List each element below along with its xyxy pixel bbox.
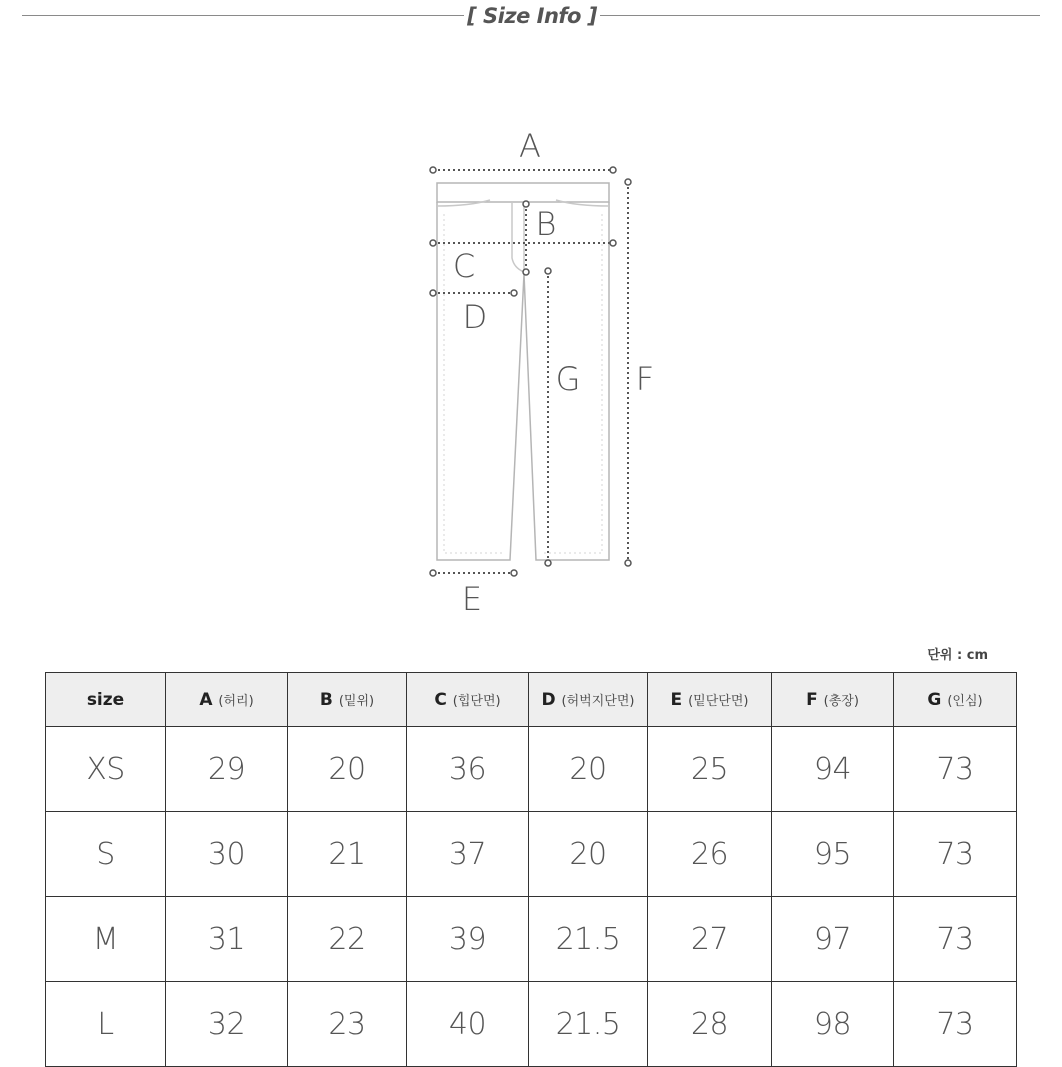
table-cell-d: 21.5 xyxy=(529,982,648,1067)
dimension-label-d: D xyxy=(462,298,488,336)
table-row xyxy=(46,897,1017,982)
header-c-hip: C (힙단면) xyxy=(407,673,529,727)
table-cell-f: 97 xyxy=(772,897,894,982)
fly-stitch xyxy=(512,202,524,272)
unit-note: 단위 : cm xyxy=(927,648,988,663)
table-cell-size: XS xyxy=(46,727,166,812)
dimension-label-a: A xyxy=(519,127,541,165)
dimension-label-e: E xyxy=(461,580,483,618)
table-cell-g: 73 xyxy=(894,982,1017,1067)
dimension-label-g: G xyxy=(555,360,581,398)
table-cell-e: 28 xyxy=(648,982,772,1067)
header-d-thigh: D (허벅지단면) xyxy=(529,673,648,727)
size-table xyxy=(45,672,1017,1067)
table-cell-a: 31 xyxy=(166,897,288,982)
right-pocket-outline xyxy=(556,200,609,206)
table-cell-d: 20 xyxy=(529,727,648,812)
header-e-hem: E (밑단단면) xyxy=(648,673,772,727)
table-cell-g: 73 xyxy=(894,812,1017,897)
table-cell-g: 73 xyxy=(894,897,1017,982)
table-cell-g: 73 xyxy=(894,727,1017,812)
table-cell-a: 32 xyxy=(166,982,288,1067)
header-f-length: F (총장) xyxy=(772,673,894,727)
header-g-inseam: G (인심) xyxy=(894,673,1017,727)
table-cell-f: 98 xyxy=(772,982,894,1067)
table-cell-b: 21 xyxy=(288,812,407,897)
table-cell-e: 26 xyxy=(648,812,772,897)
waistband-outline xyxy=(437,183,609,202)
table-cell-e: 25 xyxy=(648,727,772,812)
table-cell-d: 20 xyxy=(529,812,648,897)
table-cell-a: 29 xyxy=(166,727,288,812)
table-cell-e: 27 xyxy=(648,897,772,982)
table-cell-c: 39 xyxy=(407,897,529,982)
table-cell-b: 22 xyxy=(288,897,407,982)
table-row xyxy=(46,727,1017,812)
table-cell-size: M xyxy=(46,897,166,982)
table-header-row xyxy=(46,673,1017,727)
table-row xyxy=(46,982,1017,1067)
size-info-title: [ Size Info ] xyxy=(467,4,597,28)
table-cell-size: S xyxy=(46,812,166,897)
header-a-waist: A (허리) xyxy=(166,673,288,727)
table-cell-size: L xyxy=(46,982,166,1067)
dimension-label-c: C xyxy=(452,247,476,285)
table-cell-c: 37 xyxy=(407,812,529,897)
left-pocket-outline xyxy=(437,200,490,206)
table-cell-d: 21.5 xyxy=(529,897,648,982)
header-b-rise: B (밑위) xyxy=(288,673,407,727)
table-cell-c: 40 xyxy=(407,982,529,1067)
table-cell-f: 95 xyxy=(772,812,894,897)
table-cell-b: 20 xyxy=(288,727,407,812)
header-size: size xyxy=(46,673,166,727)
table-cell-c: 36 xyxy=(407,727,529,812)
table-cell-a: 30 xyxy=(166,812,288,897)
table-cell-f: 94 xyxy=(772,727,894,812)
table-row xyxy=(46,812,1017,897)
dimension-label-f: F xyxy=(635,360,655,398)
dimension-label-b: B xyxy=(535,205,557,243)
table-cell-b: 23 xyxy=(288,982,407,1067)
